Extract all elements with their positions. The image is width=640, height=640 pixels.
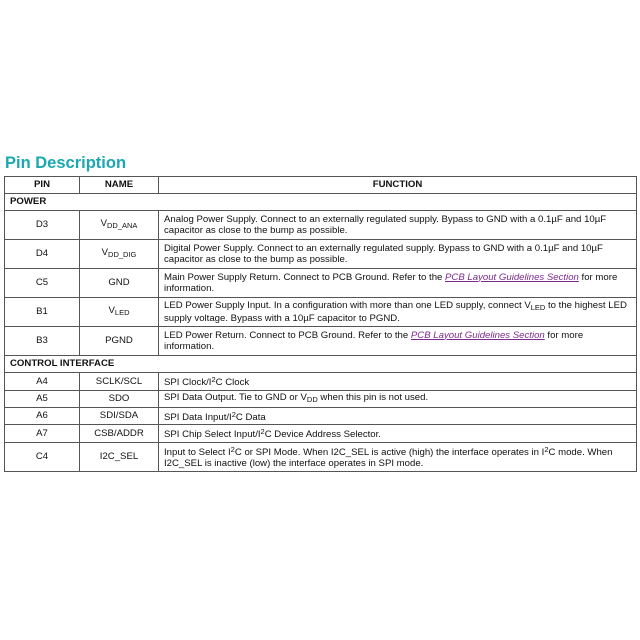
name-cell: SDI/SDA [80,407,159,425]
pin-cell: A5 [5,390,80,407]
function-cell: Analog Power Supply. Connect to an externally regulated supply. Bypass to GND with a 0.1µF and 10µF capacitor as close to the bump as possible. [159,211,637,240]
section-row-control [5,356,637,373]
table-row [5,327,637,356]
header-pin: PIN [5,177,80,194]
pin-cell: C4 [5,442,80,471]
pin-cell: A6 [5,407,80,425]
pin-cell: D3 [5,211,80,240]
section-row-power [5,194,637,211]
pin-description-table [4,176,637,472]
table-row [5,240,637,269]
pin-cell: B3 [5,327,80,356]
name-cell: SCLK/SCL [80,373,159,391]
function-cell: LED Power Supply Input. In a configuration with more than one LED supply, connect $V_{LED}$ to the highest LED supply voltage. Bypass with a 10µF capacitor to PGND. [159,298,637,327]
header-name: NAME [80,177,159,194]
table-row [5,407,637,425]
page-title: Pin Description [5,154,127,172]
name-cell: GND [80,269,159,298]
function-cell: Input to Select $I^2C$ or SPI Mode. When I2C_SEL is active (high) the interface operates in $I^2C$ mode. When I2C_SEL is inactive (low) the interface operates in SPI mode. [159,442,637,471]
function-cell: SPI Clock/$I^2C$ Clock [159,373,637,391]
name-cell: I2C_SEL [80,442,159,471]
section-title-control: CONTROL INTERFACE [5,356,637,373]
name-cell: CSB/ADDR [80,425,159,443]
pcb-layout-guidelines-link[interactable]: PCB Layout Guidelines Section [445,271,579,283]
function-cell: SPI Chip Select Input/$I^2C$ Device Address Selector. [159,425,637,443]
table-row [5,269,637,298]
function-cell: Main Power Supply Return. Connect to PCB Ground. Refer to the PCB Layout Guidelines Section for more information. [159,269,637,298]
pin-cell: C5 [5,269,80,298]
pin-cell: B1 [5,298,80,327]
table-row [5,390,637,407]
header-function: FUNCTION [159,177,637,194]
name-cell: SDO [80,390,159,407]
pin-cell: A7 [5,425,80,443]
name-cell: $V_{LED}$ [80,298,159,327]
name-cell: PGND [80,327,159,356]
table-row [5,373,637,391]
table-row [5,425,637,443]
function-cell: SPI Data Input/$I^2C$ Data [159,407,637,425]
function-cell: Digital Power Supply. Connect to an externally regulated supply. Bypass to GND with a 0.1µF and 10µF capacitor as close to the bump as possible. [159,240,637,269]
pcb-layout-guidelines-link[interactable]: PCB Layout Guidelines Section [410,329,545,341]
name-cell: $V_{DD\_ANA}$ [80,211,159,240]
function-cell: LED Power Return. Connect to PCB Ground. Refer to the PCB Layout Guidelines Section for more information. [159,327,637,356]
table-row [5,298,637,327]
table-header-row [5,177,637,194]
pin-cell: D4 [5,240,80,269]
function-cell: SPI Data Output. Tie to GND or $V_{DD}$ when this pin is not used. [159,390,637,407]
table-row [5,211,637,240]
section-title-power: POWER [5,194,637,211]
table-row [5,442,637,471]
name-cell: $V_{DD\_DIG}$ [80,240,159,269]
pin-cell: A4 [5,373,80,391]
